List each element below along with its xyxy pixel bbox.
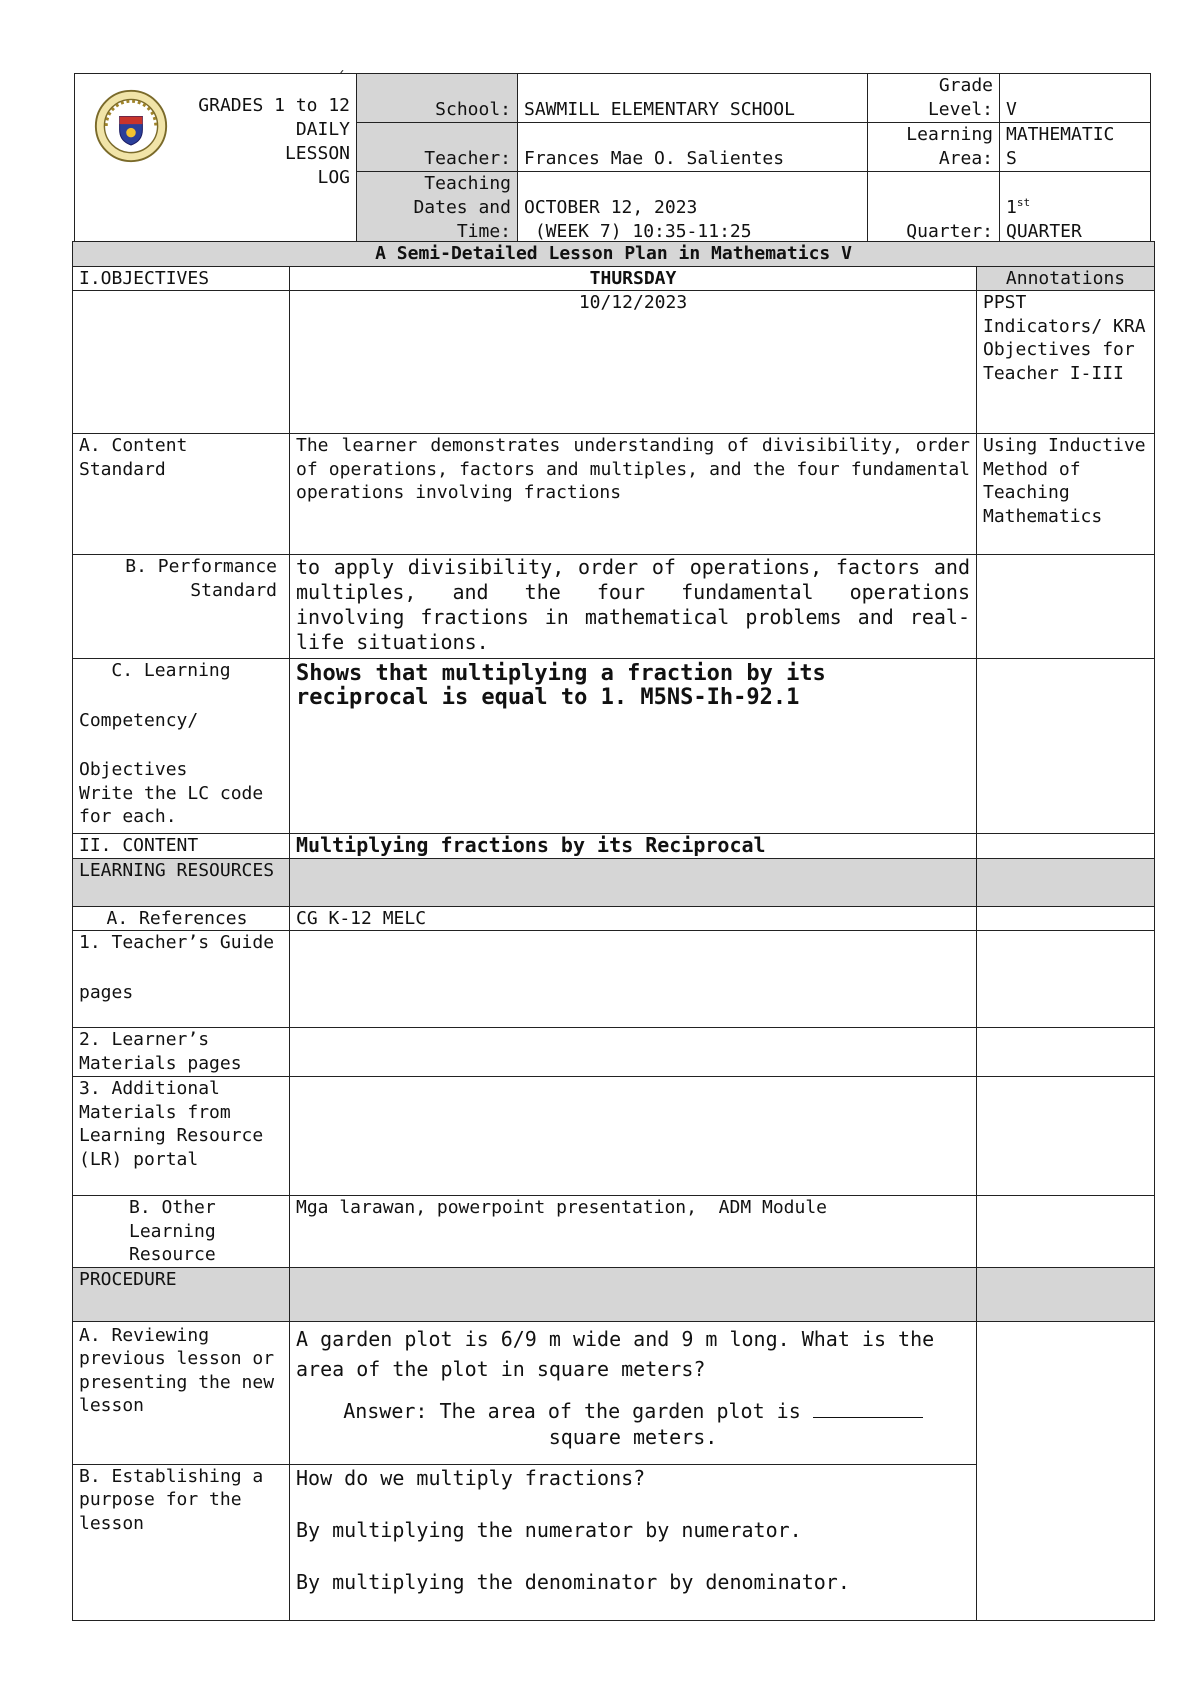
header-title-line: GRADES 1 to 12	[198, 95, 350, 116]
objectives-blank	[73, 291, 290, 434]
learning-area-label	[868, 123, 1000, 172]
learning-resources-blank	[290, 858, 977, 906]
reviewing-annotation	[977, 1321, 1155, 1620]
review-answer-tail: square meters.	[548, 1424, 718, 1449]
header-title-line: DAILY	[295, 119, 350, 140]
procedure-label: PROCEDURE	[73, 1267, 290, 1321]
references-text: CG K-12 MELC	[290, 906, 977, 931]
learners-materials-label: 2. Learner’s Materials pages	[73, 1028, 290, 1077]
competency-text: Shows that multiplying a fraction by its reciprocal is equal to 1. M5NS-Ih-92.1	[290, 659, 977, 834]
other-resources-label: B. Other Learning Resource	[73, 1196, 290, 1268]
purpose-label: B. Establishing a purpose for the lesson	[73, 1464, 290, 1620]
performance-annotation	[977, 555, 1155, 659]
area-label-line: Area:	[938, 148, 993, 169]
review-question: A garden plot is 6/9 m wide and 9 m long. What is the area of the plot in square meters?	[296, 1326, 935, 1381]
area-value-line: MATHEMATIC	[1006, 124, 1115, 145]
grade-label-line: Level:	[927, 99, 993, 120]
quarter-value	[1000, 172, 1151, 245]
deped-seal-icon	[93, 88, 169, 164]
competency-label-line: Objectives	[79, 759, 188, 780]
competency-annotation	[977, 659, 1155, 834]
dates-label	[357, 172, 518, 245]
competency-label	[73, 659, 290, 834]
additional-materials-annotation	[977, 1077, 1155, 1196]
school-value: SAWMILL ELEMENTARY SCHOOL	[518, 74, 868, 123]
learning-resources-label: LEARNING RESOURCES	[73, 858, 290, 906]
content-text: Multiplying fractions by its Reciprocal	[290, 834, 977, 859]
teachers-guide-label	[73, 931, 290, 1028]
performance-standard-text: to apply divisibility, order of operations, factors and multiples, and the four fundamental operations involving fractions in mathematical problems and real-life situations.	[290, 555, 977, 659]
lesson-plan-banner: A Semi-Detailed Lesson Plan in Mathematics V	[73, 242, 1155, 267]
learning-area-value	[1000, 123, 1151, 172]
stray-mark: ´	[337, 70, 346, 86]
dates-label-line: Dates and	[413, 197, 511, 218]
performance-label-line: Standard	[190, 579, 277, 601]
reviewing-text	[290, 1321, 977, 1464]
header-title-cell	[75, 74, 357, 245]
teachers-guide-value	[290, 931, 977, 1028]
performance-label-line: B. Performance	[125, 556, 277, 577]
grade-level-label	[868, 74, 1000, 123]
teachers-guide-line: pages	[79, 981, 134, 1003]
learners-materials-annotation	[977, 1028, 1155, 1077]
school-label: School:	[357, 74, 518, 123]
dates-value-line: OCTOBER 12, 2023	[524, 197, 698, 218]
purpose-question: How do we multiply fractions?	[296, 1465, 646, 1490]
objectives-label: I.OBJECTIVES	[73, 266, 290, 291]
quarter-number: 1	[1006, 197, 1017, 218]
lesson-date: 10/12/2023	[290, 291, 977, 434]
teacher-label: Teacher:	[357, 123, 518, 172]
header-table	[74, 73, 1151, 245]
header-title-line: LESSON	[284, 143, 350, 164]
additional-materials-value	[290, 1077, 977, 1196]
grade-level-value: V	[1000, 74, 1151, 123]
content-standard-label: A. Content Standard	[73, 434, 290, 555]
procedure-annotation	[977, 1267, 1155, 1321]
additional-materials-label: 3. Additional Materials from Learning Resource (LR) portal	[73, 1077, 290, 1196]
teachers-guide-annotation	[977, 931, 1155, 1028]
content-standard-annotation: Using Inductive Method of Teaching Mathematics	[977, 434, 1155, 555]
quarter-word: QUARTER	[1006, 221, 1082, 242]
header-title-line: LOG	[317, 167, 350, 188]
area-label-line: Learning	[906, 124, 993, 145]
grade-label-line: Grade	[938, 75, 993, 96]
procedure-blank	[290, 1267, 977, 1321]
references-label: A. References	[73, 906, 290, 931]
area-value-line: S	[1006, 148, 1017, 169]
teacher-value: Frances Mae O. Salientes	[518, 123, 868, 172]
learners-materials-value	[290, 1028, 977, 1077]
competency-label-line: Write the LC code for each.	[79, 782, 264, 827]
quarter-label: Quarter:	[868, 172, 1000, 245]
content-label: II. CONTENT	[73, 834, 290, 859]
reviewing-label: A. Reviewing previous lesson or presenting the new lesson	[73, 1321, 290, 1464]
lesson-plan-table	[72, 241, 1155, 1621]
dates-value-line: (WEEK 7) 10:35-11:25	[524, 221, 752, 242]
purpose-text	[290, 1464, 977, 1620]
dates-label-line: Teaching	[424, 173, 511, 194]
quarter-suffix: st	[1016, 196, 1031, 209]
other-resources-text: Mga larawan, powerpoint presentation, ADM Module	[290, 1196, 977, 1268]
teachers-guide-line: 1. Teacher’s Guide	[79, 932, 275, 953]
review-answer	[296, 1398, 970, 1450]
content-standard-text: The learner demonstrates understanding of divisibility, order of operations, factors and multiples, and the four fundamental operations involving fractions	[290, 434, 977, 555]
purpose-answer: By multiplying the numerator by numerator.	[296, 1517, 802, 1542]
answer-blank	[813, 1399, 923, 1418]
dates-label-line: Time:	[456, 221, 511, 242]
other-resources-annotation	[977, 1196, 1155, 1268]
annotations-heading: Annotations	[977, 266, 1155, 291]
purpose-answer: By multiplying the denominator by denominator.	[296, 1569, 850, 1594]
ppst-annotation: PPST Indicators/ KRA Objectives for Teacher I-III	[977, 291, 1155, 434]
performance-standard-label	[73, 555, 290, 659]
competency-label-line: Competency/	[79, 709, 199, 731]
day-heading: THURSDAY	[290, 266, 977, 291]
content-annotation	[977, 834, 1155, 859]
references-annotation	[977, 906, 1155, 931]
review-answer-lead: Answer: The area of the garden plot is	[343, 1398, 813, 1423]
competency-label-line: C. Learning	[111, 660, 231, 681]
learning-resources-annotation	[977, 858, 1155, 906]
dates-value	[518, 172, 868, 245]
